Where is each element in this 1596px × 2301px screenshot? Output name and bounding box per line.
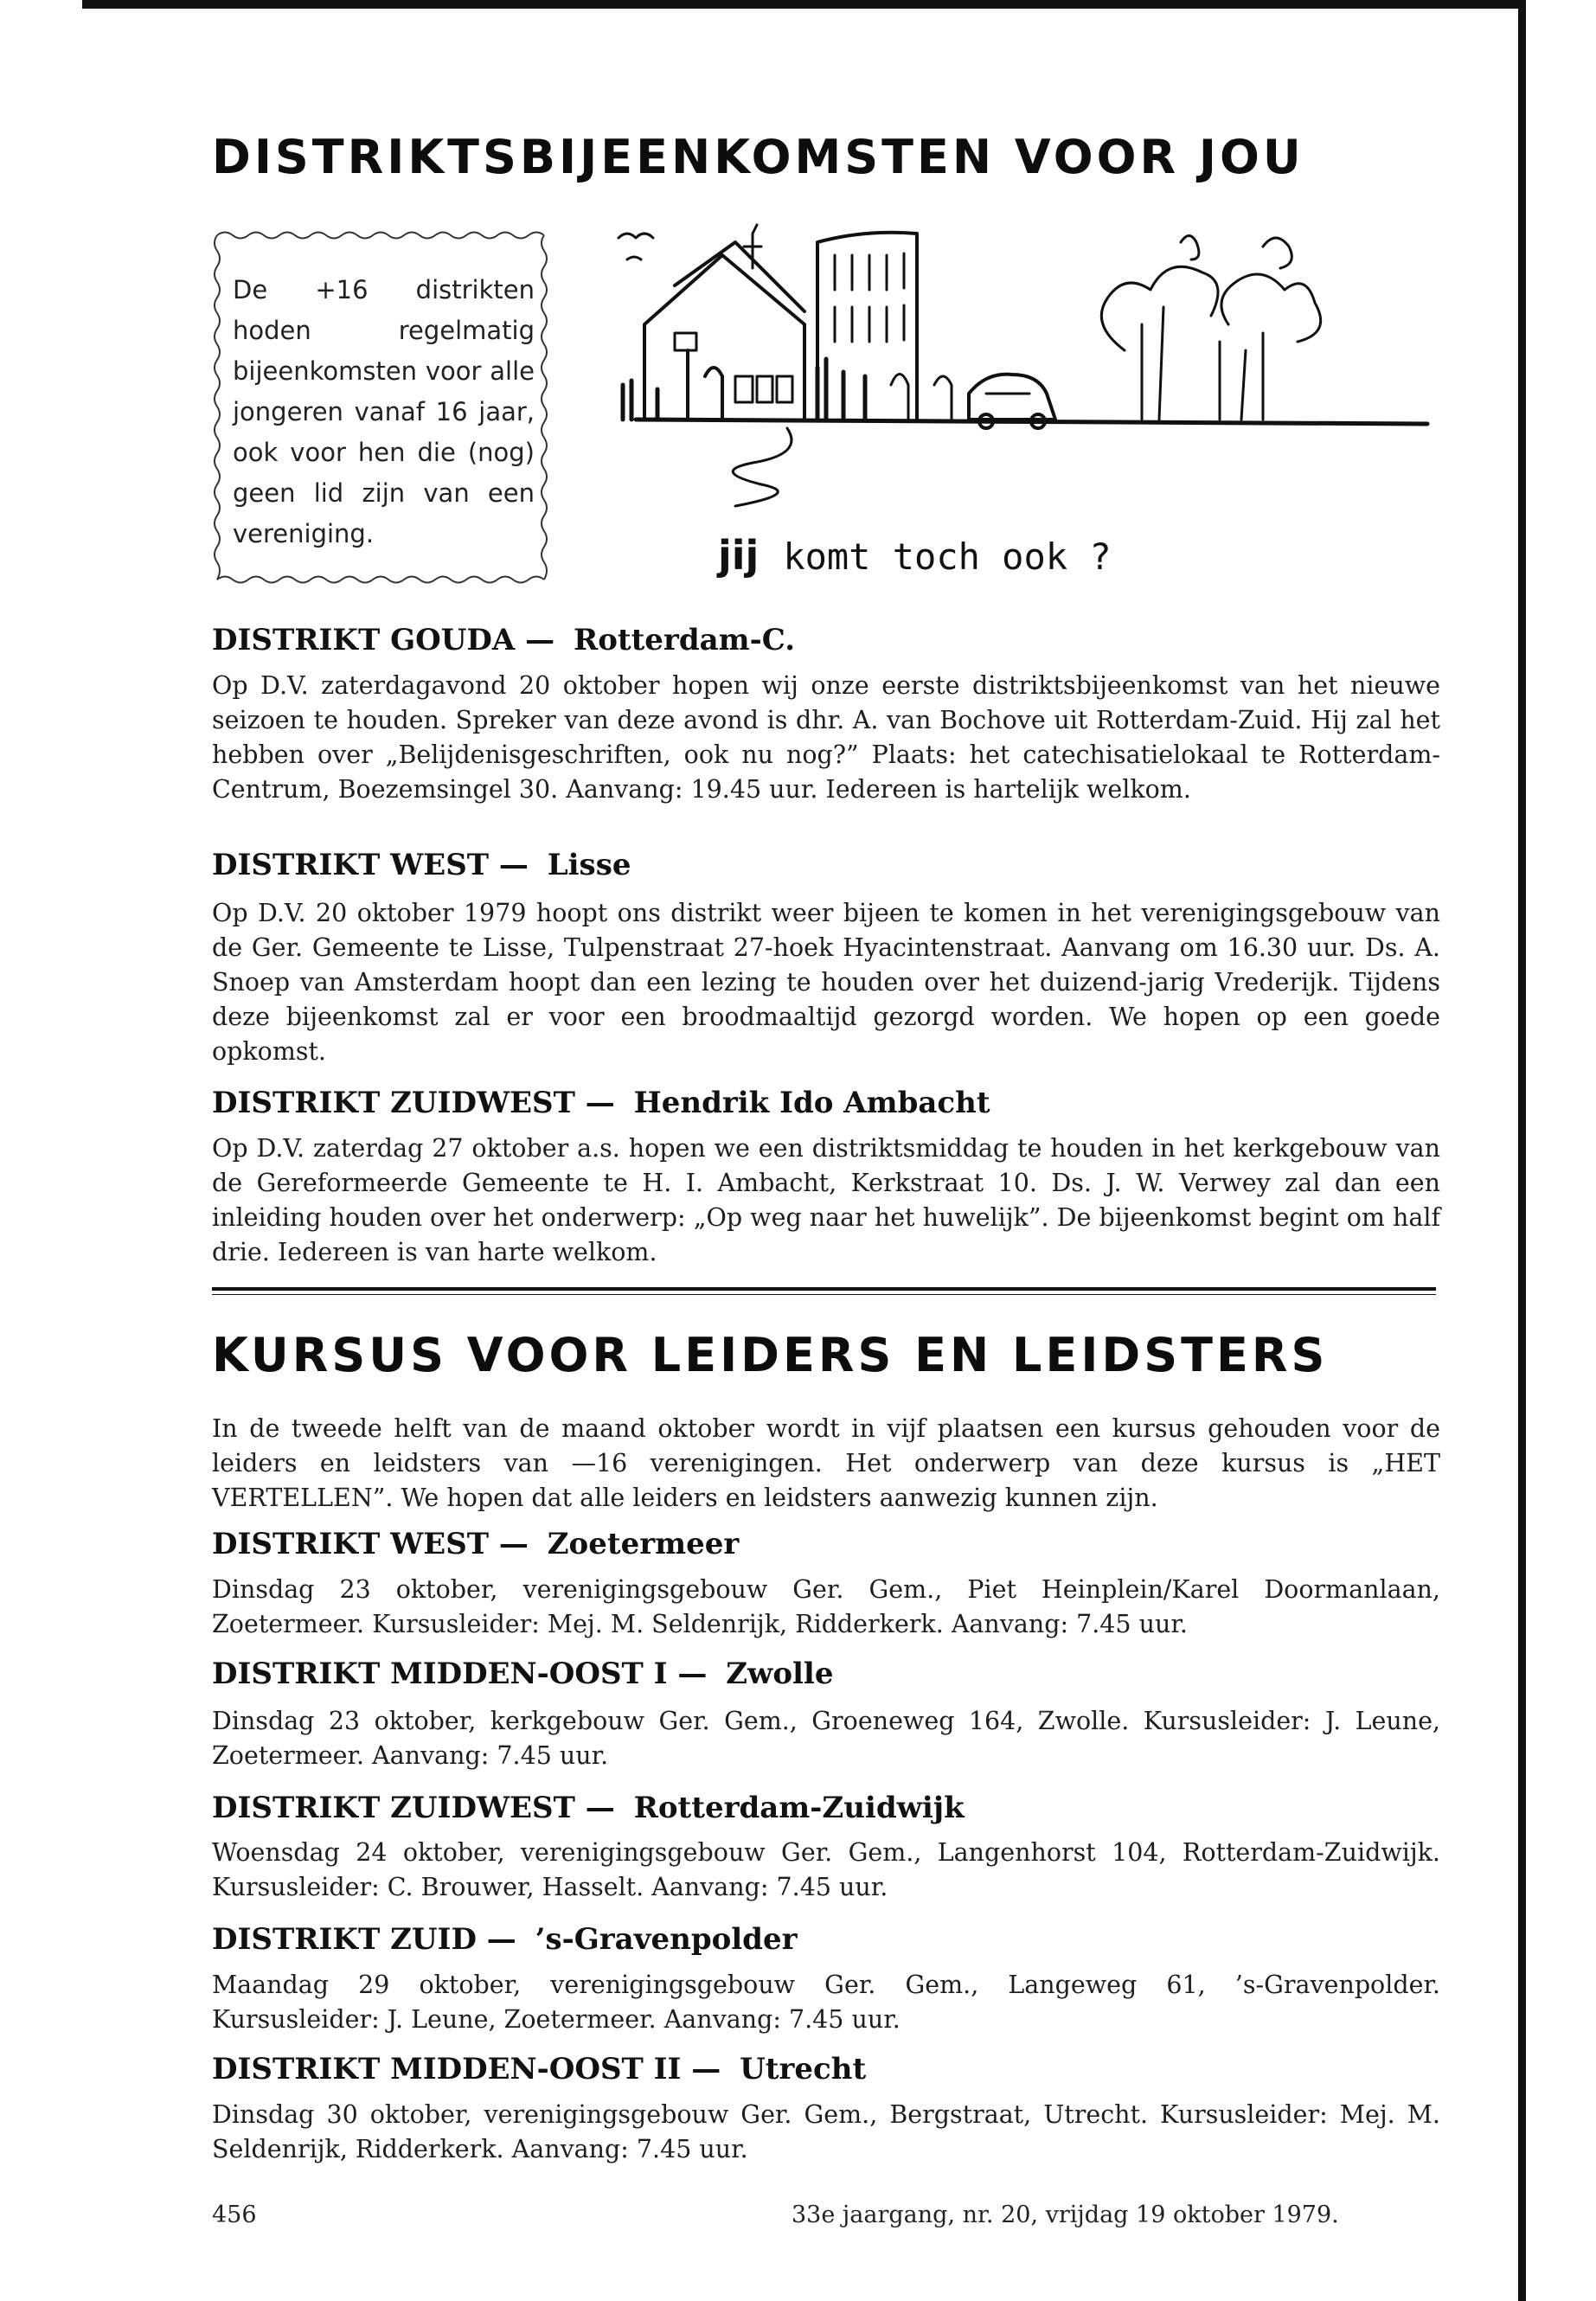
illustration-caption [718,532,1112,579]
course-district-heading: DISTRIKT WEST — Zoetermeer [212,1527,740,1561]
page-number: 456 [212,2202,257,2228]
course-intro: In de tweede helft van de maand oktober wordt in vijf plaatsen een kursus gehouden voor de leiders en leidsters van —16 verenigingen. Het onderwerp van deze kursus is „HET VERTELLEN”. We hopen dat alle leiders en leidsters aanwezig kunnen zijn. [212,1414,1440,1512]
course-paragraph: Woensdag 24 oktober, verenigingsgebouw Ger. Gem., Langenhorst 104, Rotterdam-Zuidwijk. Kursusleider: C. Brouwer, Hasselt. Aanvang: 7.45 uur. [212,1838,1440,1901]
issue-info: 33e jaargang, nr. 20, vrijdag 19 oktober 1979. [792,2202,1339,2228]
intro-text: De +16 distrikten hoden regelmatig bijeenkomsten voor alle jongeren vanaf 16 jaar, ook voor hen die (nog) geen lid zijn van een vereniging. [233,275,535,548]
course-district-heading: DISTRIKT ZUIDWEST — Rotterdam-Zuidwijk [212,1791,965,1825]
district-heading: DISTRIKT WEST — Lisse [212,848,631,882]
section-divider [212,1287,1436,1291]
course-paragraph: Dinsdag 23 oktober, verenigingsgebouw Ger. Gem., Piet Heinplein/Karel Doormanlaan, Zoetermeer. Kursusleider: Mej. M. Seldenrijk, Ridderkerk. Aanvang: 7.45 uur. [212,1575,1440,1638]
caption-emphasis: jij [718,532,760,579]
intro-box [212,225,554,593]
course-paragraph: Maandag 29 oktober, verenigingsgebouw Ger. Gem., Langeweg 61, ’s-Gravenpolder. Kursusleider: J. Leune, Zoetermeer. Aanvang: 7.45 uur. [212,1971,1440,2034]
course-paragraph: Dinsdag 23 oktober, kerkgebouw Ger. Gem., Groeneweg 164, Zwolle. Kursusleider: J. Leune, Zoetermeer. Aanvang: 7.45 uur. [212,1707,1440,1770]
section-divider-thin [212,1294,1436,1295]
course-paragraph: Dinsdag 30 oktober, verenigingsgebouw Ger. Gem., Bergstraat, Utrecht. Kursusleider: Mej. M. Seldenrijk, Ridderkerk. Aanvang: 7.45 uur. [212,2100,1440,2163]
main-heading: DISTRIKTSBIJEENKOMSTEN VOOR JOU [212,130,1304,184]
district-paragraph: Op D.V. zaterdag 27 oktober a.s. hopen we een distriktsmiddag te houden in het kerkgebouw van de Gereformeerde Gemeente te H. I. Ambacht, Kerkstraat 10. Ds. J. W. Verwey zal dan een inleiding houden over het onderwerp: „Op weg naar het huwelijk”. De bijeenkomst begint om half drie. Iedereen is van harte welkom. [212,1134,1440,1266]
course-heading: KURSUS VOOR LEIDERS EN LEIDSTERS [212,1328,1329,1382]
district-heading: DISTRIKT ZUIDWEST — Hendrik Ido Ambacht [212,1086,990,1120]
right-border [1518,0,1526,2301]
district-paragraph: Op D.V. 20 oktober 1979 hoopt ons distrikt weer bijeen te komen in het verenigingsgebouw van de Ger. Gemeente te Lisse, Tulpenstraat 27-hoek Hyacintenstraat. Aanvang om 16.30 uur. Ds. A. Snoep van Amsterdam hoopt dan een lezing te houden over het duizend-jarig Vrederijk. Tijdens deze bijeenkomst zal er voor een broodmaaltijd gezorgd worden. We hopen op een goede opkomst. [212,899,1440,1066]
top-border [82,0,1518,9]
district-paragraph: Op D.V. zaterdagavond 20 oktober hopen wij onze eerste distriktsbijeenkomst van het nieuwe seizoen te houden. Spreker van deze avond is dhr. A. van Bochove uit Rotterdam-Zuid. Hij zal het hebben over „Belijdenisgeschriften, ook nu nog?” Plaats: het catechisatielokaal te Rotterdam-Centrum, Boezemsingel 30. Aanvang: 19.45 uur. Iedereen is hartelijk welkom. [212,671,1440,804]
district-heading: DISTRIKT GOUDA — Rotterdam-C. [212,623,796,657]
course-district-heading: DISTRIKT MIDDEN-OOST I — Zwolle [212,1657,834,1691]
caption-rest: komt toch ook ? [783,535,1112,578]
course-district-heading: DISTRIKT ZUID — ’s-Gravenpolder [212,1922,798,1957]
course-district-heading: DISTRIKT MIDDEN-OOST II — Utrecht [212,2052,867,2086]
